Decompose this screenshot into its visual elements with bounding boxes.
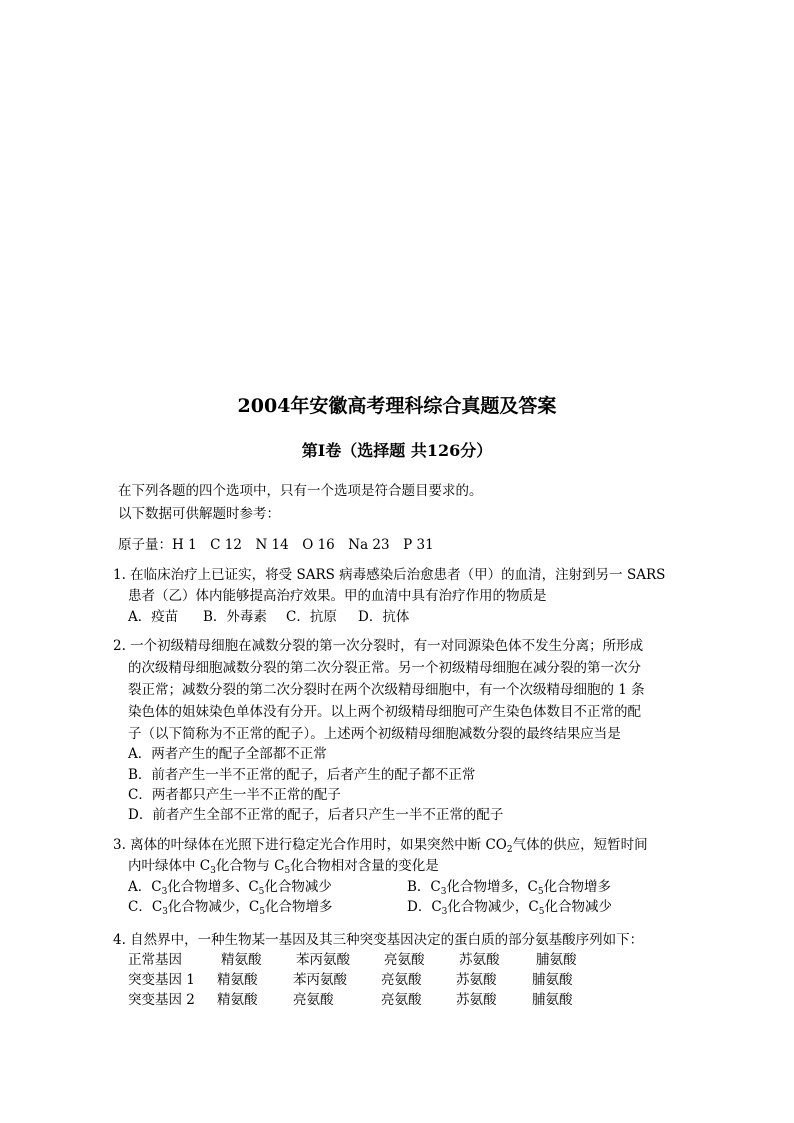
text: 化合物与 C [215, 858, 285, 874]
question-2-stem-cont: 裂正常；减数分裂的第二次分裂时在两个次级精母细胞中，有一个次级精母细胞的 1 条 [128, 682, 645, 698]
text: 化合物增多，C [446, 879, 538, 895]
amino-acid: 精氨酸 [217, 972, 258, 988]
option-c: C．两者都只产生一半不正常的配子 [128, 787, 341, 803]
document-title: 2004年安徽高考理科综合真题及答案 [237, 395, 557, 417]
option-a [128, 878, 332, 896]
option-b: B．外毒素 [203, 609, 267, 625]
amino-acid: 脯氨酸 [532, 972, 573, 988]
subscript: 5 [284, 866, 291, 876]
option-d: D．抗体 [358, 609, 410, 625]
text: D．C [407, 899, 442, 915]
subscript: 5 [537, 887, 544, 897]
text: 3. 离体的叶绿体在光照下进行稳定光合作用时，如果突然中断 CO [113, 837, 507, 853]
option-a: A．疫苗 [128, 609, 179, 625]
question-1-stem: 1. 在临床治疗上已证实，将受 SARS 病毒感染后治愈患者（甲）的血清，注射到另一 SARS [113, 567, 666, 583]
text: 化合物增多 [543, 879, 612, 895]
text: A．C [128, 879, 162, 895]
question-3-stem-cont [128, 857, 439, 875]
subscript: 3 [441, 907, 448, 917]
text: 化合物增多 [264, 899, 333, 915]
question-2-stem-cont: 染色体的姐妹染色单体没有分开。以上两个初级精母细胞可产生染色体数目不正常的配 [128, 704, 641, 720]
subscript: 2 [506, 845, 513, 855]
option-d [407, 898, 612, 916]
question-2-stem-cont: 子（以下简称为不正常的配子）。上述两个初级精母细胞减数分裂的最终结果应当是 [128, 726, 621, 742]
amino-acid: 亮氨酸 [384, 952, 425, 968]
gene-label: 突变基因 2 [128, 992, 195, 1008]
text: B．C [407, 879, 441, 895]
subscript: 3 [162, 907, 168, 917]
subscript: 5 [538, 907, 545, 917]
amino-acid: 苯丙氨酸 [293, 972, 347, 988]
amino-acid: 亮氨酸 [381, 972, 422, 988]
subscript: 3 [210, 866, 216, 876]
option-d: D．前者产生全部不正常的配子，后者只产生一半不正常的配子 [128, 807, 504, 823]
option-b [407, 878, 611, 896]
question-2-stem-cont: 的次级精母细胞减数分裂的第二次分裂正常。另一个初级精母细胞在减分裂的第一次分 [128, 660, 641, 676]
question-1-stem-cont: 患者（乙）体内能够提高治疗效果。甲的血清中具有治疗作用的物质是 [128, 588, 547, 604]
question-4-stem: 4. 自然界中，一种生物某一基因及其三种突变基因决定的蛋白质的部分氨基酸序列如下： [113, 932, 644, 948]
amino-acid: 脯氨酸 [532, 992, 573, 1008]
subscript: 3 [161, 887, 168, 897]
subscript: 5 [259, 907, 265, 917]
gene-label: 突变基因 1 [128, 972, 195, 988]
gene-label: 正常基因 [128, 952, 182, 968]
text: C．C [128, 899, 163, 915]
text: 化合物减少 [264, 879, 332, 895]
amino-acid: 苏氨酸 [456, 992, 497, 1008]
text: 化合物减少 [544, 899, 612, 915]
text: 化合物减少，C [167, 899, 260, 915]
text: 气体的供应，短暂时间 [512, 837, 648, 853]
subscript: 3 [440, 887, 447, 897]
atomic-weights: 原子量：H 1 C 12 N 14 O 16 Na 23 P 31 [118, 537, 434, 553]
amino-acid: 亮氨酸 [381, 992, 422, 1008]
option-b: B．前者产生一半不正常的配子，后者产生的配子都不正常 [128, 767, 476, 783]
amino-acid: 脯氨酸 [536, 952, 577, 968]
amino-acid: 亮氨酸 [293, 992, 334, 1008]
subscript: 5 [258, 887, 265, 897]
question-3-stem [113, 836, 648, 854]
amino-acid: 苯丙氨酸 [296, 952, 350, 968]
option-c [128, 898, 332, 916]
text: 化合物减少，C [447, 899, 539, 915]
text: 内叶绿体中 C [128, 858, 211, 874]
instruction-text: 在下列各题的四个选项中，只有一个选项是符合题目要求的。 [118, 483, 483, 499]
option-a: A．两者产生的配子全部都不正常 [128, 746, 327, 762]
text: 化合物相对含量的变化是 [290, 858, 439, 874]
question-2-stem: 2. 一个初级精母细胞在减数分裂的第一次分裂时，有一对同源染色体不发生分离；所形成 [113, 638, 644, 654]
text: 化合物增多、C [167, 879, 259, 895]
amino-acid: 精氨酸 [221, 952, 262, 968]
amino-acid: 精氨酸 [217, 992, 258, 1008]
option-c: C．抗原 [286, 609, 337, 625]
reference-note: 以下数据可供解题时参考： [118, 506, 280, 522]
section-heading: 第I卷（选择题 共126分） [301, 441, 493, 460]
amino-acid: 苏氨酸 [456, 972, 497, 988]
amino-acid: 苏氨酸 [459, 952, 500, 968]
